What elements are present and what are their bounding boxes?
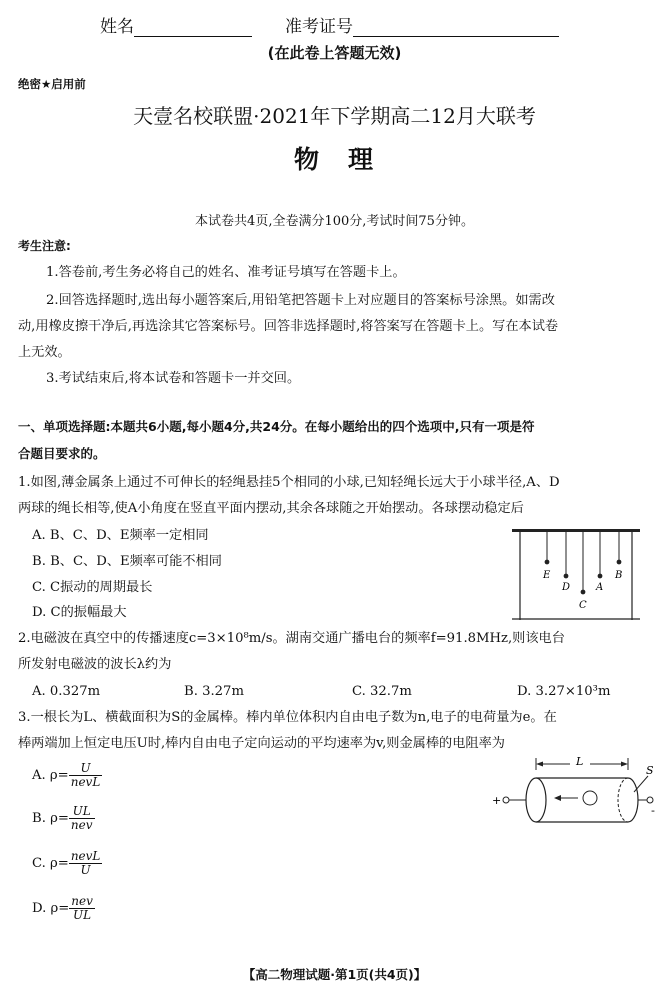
exam-summary: 本试卷共4页,全卷满分100分,考试时间75分钟。 bbox=[195, 214, 474, 229]
notice-item-2-line-3: 上无效。 bbox=[18, 345, 71, 360]
label-a: A bbox=[596, 582, 604, 593]
invalid-note: (在此卷上答题无效) bbox=[267, 44, 402, 62]
q1-stem-line-2: 两球的绳长相等,使A小角度在竖直平面内摆动,其余各球随之开始摆动。各球摆动稳定后 bbox=[18, 501, 524, 516]
name-blank bbox=[134, 20, 252, 37]
q2-option-c: C. 32.7m bbox=[352, 684, 412, 699]
ticket-label: 准考证号 bbox=[285, 17, 353, 37]
label-d: D bbox=[562, 582, 571, 593]
q3-option-c bbox=[32, 850, 102, 877]
label-b: B bbox=[615, 570, 623, 581]
q3-stem-line-1: 3.一根长为L、横截面积为S的金属棒。棒内单位体积内自由电子数为n,电子的电荷量为e。在 bbox=[18, 710, 557, 725]
q3-option-b-denominator: nev bbox=[70, 818, 93, 832]
label-s: S bbox=[646, 764, 654, 777]
q2-stem-line-2: 所发射电磁波的波长λ约为 bbox=[18, 657, 172, 672]
q1-option-a: A. B、C、D、E频率一定相同 bbox=[32, 528, 209, 543]
q3-option-b-fraction bbox=[69, 805, 95, 832]
q3-option-a-numerator: U bbox=[69, 762, 103, 776]
section-1-title-line-2: 合题目要求的。 bbox=[18, 446, 106, 461]
notice-title: 考生注意: bbox=[18, 239, 71, 253]
notice-item-1: 1.答卷前,考生务必将自己的姓名、准考证号填写在答题卡上。 bbox=[46, 265, 406, 280]
label-e: E bbox=[543, 570, 551, 581]
q1-option-d: D. C的振幅最大 bbox=[32, 605, 127, 620]
q3-option-a-prefix: A. ρ= bbox=[32, 768, 69, 783]
q1-stem-line-1: 1.如图,薄金属条上通过不可伸长的轻绳悬挂5个相同的小球,已知轻绳长远大于小球半径,A、D bbox=[18, 475, 560, 490]
q3-option-d-denominator: UL bbox=[73, 908, 92, 922]
q3-option-b bbox=[32, 805, 95, 832]
exam-title: 天壹名校联盟·2021年下学期高二12月大联考 bbox=[133, 104, 536, 128]
label-l: L bbox=[576, 755, 584, 768]
q3-option-d-fraction bbox=[69, 895, 95, 922]
label-plus: + bbox=[492, 794, 502, 807]
q3-option-b-prefix: B. ρ= bbox=[32, 811, 69, 826]
q3-option-a bbox=[32, 762, 102, 789]
ticket-field bbox=[285, 12, 559, 37]
notice-item-3: 3.考试结束后,将本试卷和答题卡一并交回。 bbox=[46, 371, 301, 386]
q2-stem-line-1: 2.电磁波在真空中的传播速度c=3×10⁸m/s。湖南交通广播电台的频率f=91.8MHz,则该电台 bbox=[18, 631, 565, 646]
label-minus: - bbox=[651, 804, 655, 817]
section-1-title-line-1: 一、单项选择题:本题共6小题,每小题4分,共24分。在每小题给出的四个选项中,只有一项是符 bbox=[18, 419, 535, 434]
q3-option-a-denominator: nevL bbox=[70, 775, 101, 789]
q2-option-d: D. 3.27×10³m bbox=[517, 684, 611, 699]
name-field bbox=[100, 12, 252, 37]
name-label: 姓名 bbox=[100, 17, 134, 37]
notice-item-2-line-1: 2.回答选择题时,选出每小题答案后,用铅笔把答题卡上对应题目的答案标号涂黑。如需改 bbox=[46, 293, 555, 308]
metal-rod-figure bbox=[488, 752, 658, 832]
label-c: C bbox=[579, 600, 587, 611]
q3-option-a-fraction bbox=[69, 762, 103, 789]
ticket-blank bbox=[353, 20, 559, 37]
q1-option-b: B. B、C、D、E频率可能不相同 bbox=[32, 554, 222, 569]
q1-option-c: C. C振动的周期最长 bbox=[32, 580, 153, 595]
q3-option-d-prefix: D. ρ= bbox=[32, 901, 70, 916]
q3-option-d-numerator: nev bbox=[71, 894, 93, 908]
q2-option-b: B. 3.27m bbox=[184, 684, 244, 699]
q3-option-c-numerator: nevL bbox=[70, 849, 101, 863]
q3-option-c-fraction bbox=[69, 850, 103, 877]
q3-option-d bbox=[32, 895, 95, 922]
notice-item-2-line-2: 动,用橡皮擦干净后,再选涂其它答案标号。回答非选择题时,将答案写在答题卡上。写在本试卷 bbox=[18, 319, 559, 334]
subject-title: 物 理 bbox=[293, 145, 375, 174]
q3-option-b-numerator: UL bbox=[69, 805, 95, 819]
q3-option-c-denominator: U bbox=[80, 863, 91, 877]
secret-mark: 绝密★启用前 bbox=[18, 77, 86, 91]
q2-option-a: A. 0.327m bbox=[32, 684, 101, 699]
pendulum-figure bbox=[512, 524, 640, 620]
q3-stem-line-2: 棒两端加上恒定电压U时,棒内自由电子定向运动的平均速率为v,则金属棒的电阻率为 bbox=[18, 736, 505, 751]
page-footer: 【高二物理试题·第1页(共4页)】 bbox=[242, 967, 427, 982]
q3-option-c-prefix: C. ρ= bbox=[32, 856, 69, 871]
